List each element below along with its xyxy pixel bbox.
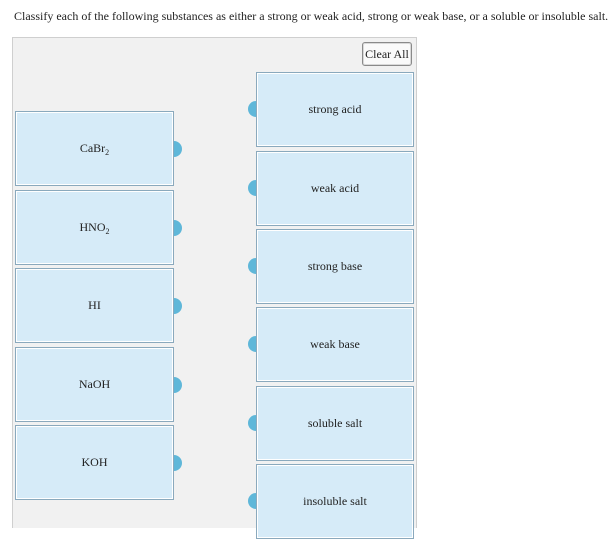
target-label: strong base	[307, 259, 363, 273]
item-label: CaBr$_2$	[79, 140, 110, 157]
item-hi[interactable]	[15, 268, 174, 343]
item-naoh[interactable]	[15, 347, 174, 422]
item-label: HI	[88, 297, 101, 312]
target-label: weak base	[310, 337, 360, 351]
clear-all-button[interactable]: Clear All	[362, 42, 412, 66]
target-label: weak acid	[310, 181, 360, 195]
target-label: strong acid	[308, 102, 362, 116]
target-label: insoluble salt	[303, 494, 367, 508]
item-label: KOH	[81, 454, 108, 469]
target-weak-base[interactable]	[256, 307, 414, 382]
item-label: $HNO_2$	[79, 219, 110, 236]
instruction-text: Classify each of the following substances as either a strong or weak acid, strong or weak base, or a soluble or insoluble salt.	[14, 9, 609, 23]
target-label: soluble salt	[307, 416, 363, 430]
target-insoluble-salt[interactable]	[256, 464, 414, 539]
target-strong-base[interactable]	[256, 229, 414, 304]
target-strong-acid[interactable]	[256, 72, 414, 147]
item-hno2[interactable]	[15, 190, 174, 265]
item-koh[interactable]	[15, 425, 174, 500]
target-weak-acid[interactable]	[256, 151, 414, 226]
target-soluble-salt[interactable]	[256, 386, 414, 461]
item-cabr2[interactable]	[15, 111, 174, 186]
item-label: NaOH	[78, 376, 111, 391]
